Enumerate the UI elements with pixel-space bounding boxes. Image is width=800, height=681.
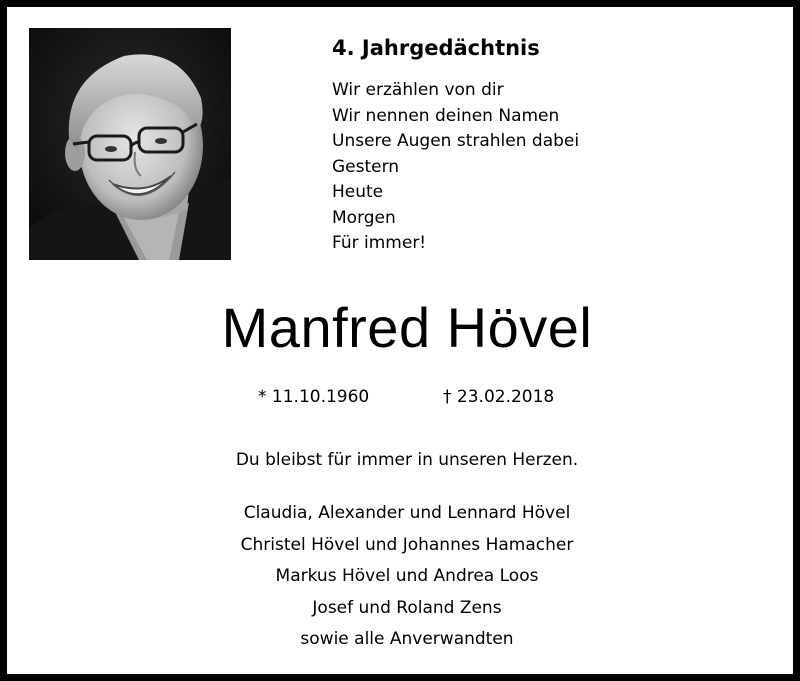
mourner-line: Claudia, Alexander und Lennard Hövel: [243, 503, 571, 523]
mourners-list: [7, 498, 800, 656]
poem-line: Unsere Augen strahlen dabei: [332, 131, 580, 151]
poem-line: Für immer!: [332, 233, 427, 253]
death-date: † 23.02.2018: [443, 387, 555, 407]
mourner-line: Markus Hövel und Andrea Loos: [275, 566, 539, 586]
poem-line: Gestern: [332, 156, 400, 177]
poem-line: Morgen: [332, 207, 396, 228]
mourner-line: sowie alle Anverwandten: [300, 629, 514, 649]
mourner-line: Josef und Roland Zens: [312, 597, 502, 618]
mourner-line: Christel Hövel und Johannes Hamacher: [240, 534, 574, 555]
poem-line: Wir nennen deinen Namen: [332, 105, 560, 126]
anniversary-title: 4. Jahrgedächtnis: [332, 36, 540, 60]
motto: Du bleibst für immer in unseren Herzen.: [235, 450, 579, 470]
poem-line: Heute: [332, 182, 384, 202]
poem-line: Wir erzählen von dir: [332, 80, 504, 100]
portrait-photo: [29, 28, 231, 260]
poem: [332, 78, 579, 257]
deceased-name: Manfred Hövel: [221, 296, 593, 359]
birth-date: * 11.10.1960: [258, 387, 370, 407]
